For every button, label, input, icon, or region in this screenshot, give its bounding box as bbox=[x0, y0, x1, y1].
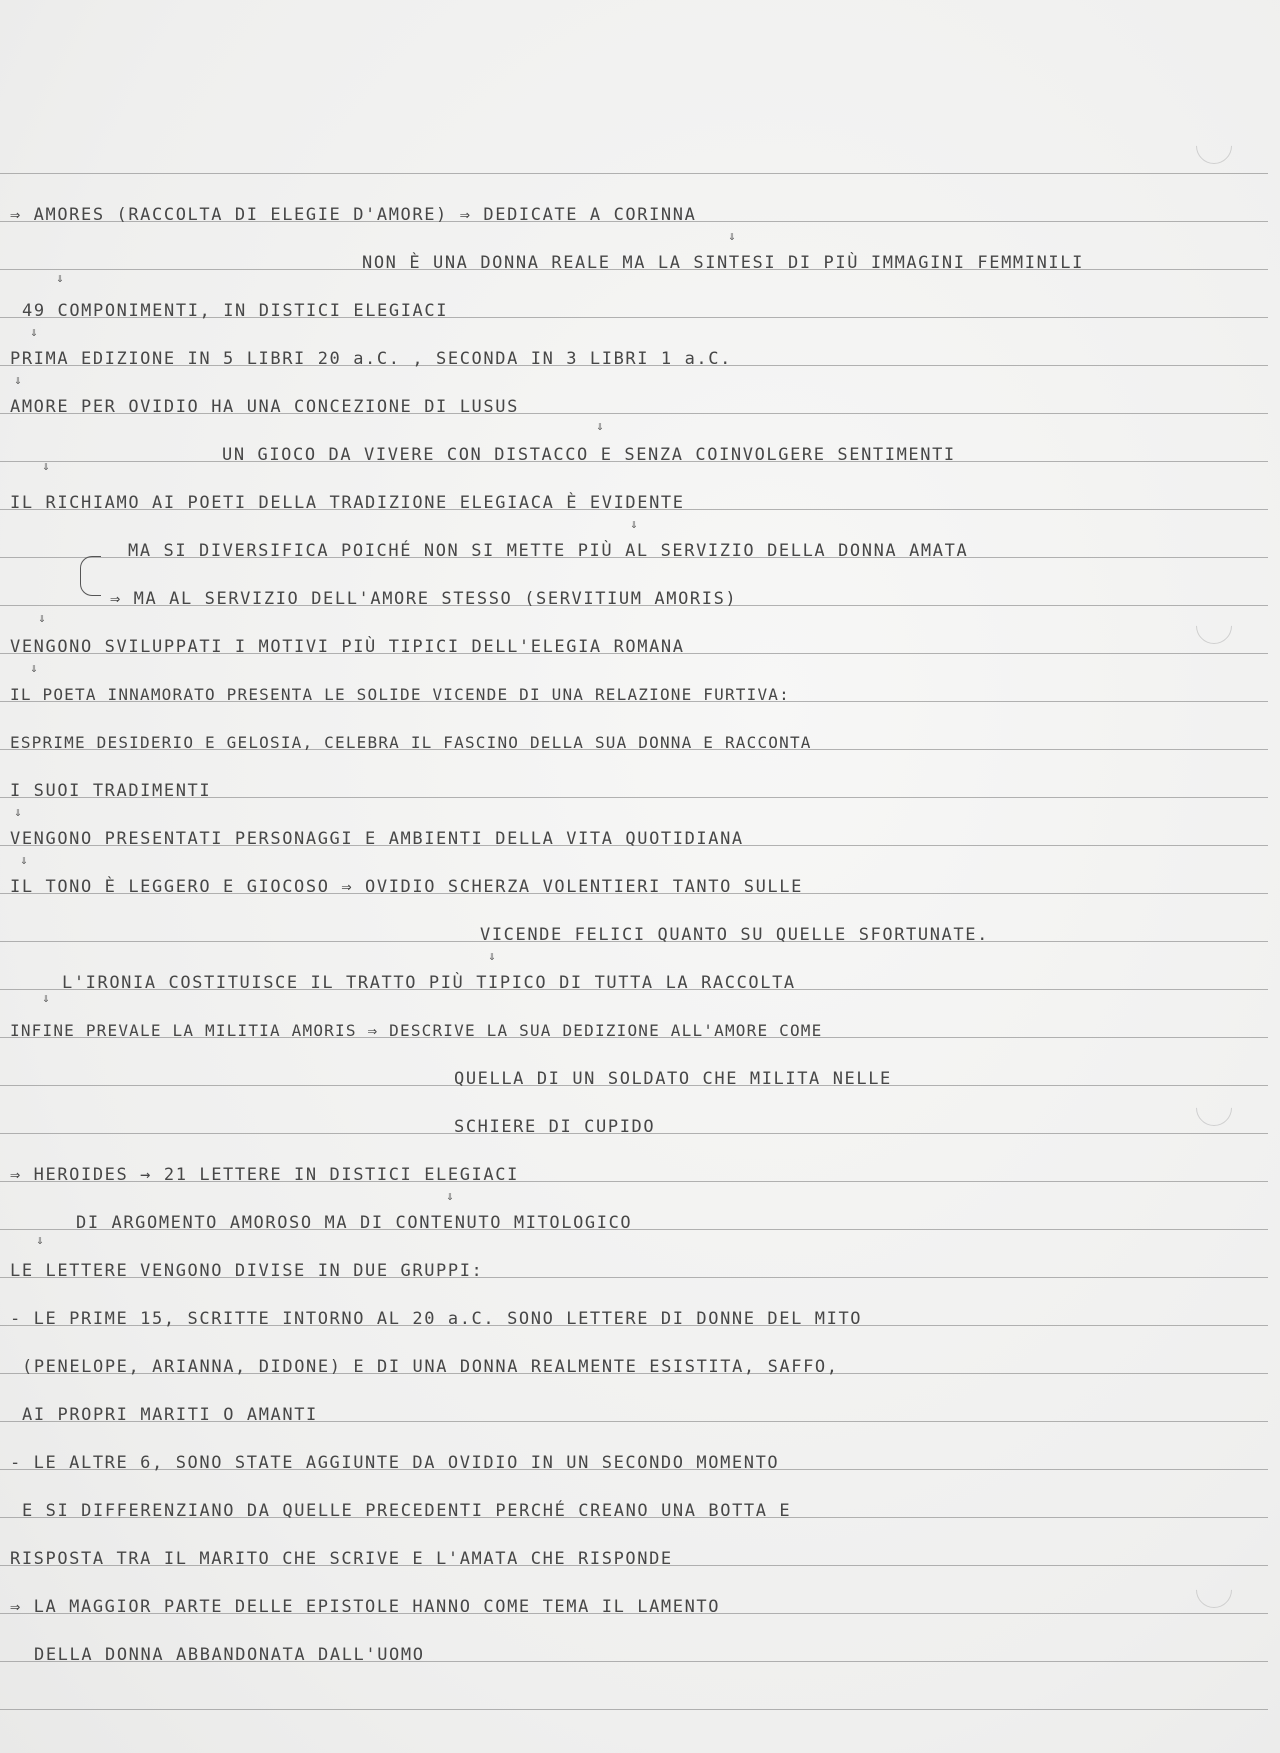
note-line: DI ARGOMENTO AMOROSO MA DI CONTENUTO MITOLOGICO bbox=[76, 1213, 633, 1233]
note-line: PRIMA EDIZIONE IN 5 LIBRI 20 a.C. , SECONDA IN 3 LIBRI 1 a.C. bbox=[10, 349, 732, 369]
note-line: E SI DIFFERENZIANO DA QUELLE PRECEDENTI PERCHÉ CREANO UNA BOTTA E bbox=[22, 1501, 792, 1521]
note-line: VENGONO PRESENTATI PERSONAGGI E AMBIENTI DELLA VITA QUOTIDIANA bbox=[10, 829, 744, 849]
note-line: ⇒ LA MAGGIOR PARTE DELLE EPISTOLE HANNO COME TEMA IL LAMENTO bbox=[10, 1597, 721, 1617]
note-line: I SUOI TRADIMENTI bbox=[10, 781, 212, 801]
note-line: IL RICHIAMO AI POETI DELLA TRADIZIONE ELEGIACA È EVIDENTE bbox=[10, 493, 685, 513]
note-line: AMORE PER OVIDIO HA UNA CONCEZIONE DI LUSUS bbox=[10, 397, 519, 417]
note-line: ⇒ AMORES (RACCOLTA DI ELEGIE D'AMORE) ⇒ DEDICATE A CORINNA bbox=[10, 205, 697, 225]
note-line: NON È UNA DONNA REALE MA LA SINTESI DI PIÙ IMMAGINI FEMMINILI bbox=[362, 253, 1084, 273]
note-line: LE LETTERE VENGONO DIVISE IN DUE GRUPPI: bbox=[10, 1261, 484, 1281]
note-line: VICENDE FELICI QUANTO SU QUELLE SFORTUNATE. bbox=[480, 925, 989, 945]
note-line: 49 COMPONIMENTI, IN DISTICI ELEGIACI bbox=[22, 301, 449, 321]
note-line: DELLA DONNA ABBANDONATA DALL'UOMO bbox=[34, 1645, 425, 1665]
note-line: (PENELOPE, ARIANNA, DIDONE) E DI UNA DONNA REALMENTE ESISTITA, SAFFO, bbox=[22, 1357, 839, 1377]
note-line: ESPRIME DESIDERIO E GELOSIA, CELEBRA IL FASCINO DELLA SUA DONNA E RACCONTA bbox=[10, 733, 812, 752]
down-arrow-icon: ⇓ bbox=[14, 373, 22, 388]
down-arrow-icon: ⇓ bbox=[630, 517, 638, 532]
down-arrow-icon: ⇓ bbox=[728, 229, 736, 244]
down-arrow-icon: ⇓ bbox=[446, 1189, 454, 1204]
note-line: AI PROPRI MARITI O AMANTI bbox=[22, 1405, 318, 1425]
down-arrow-icon: ⇓ bbox=[36, 1233, 44, 1248]
binder-hole bbox=[1189, 1083, 1240, 1134]
note-line: ⇒ MA AL SERVIZIO DELL'AMORE STESSO (SERVITIUM AMORIS) bbox=[110, 589, 738, 609]
note-line: SCHIERE DI CUPIDO bbox=[454, 1117, 656, 1137]
note-line: IL POETA INNAMORATO PRESENTA LE SOLIDE VICENDE DI UNA RELAZIONE FURTIVA: bbox=[10, 685, 790, 704]
down-arrow-icon: ⇓ bbox=[14, 805, 22, 820]
down-arrow-icon: ⇓ bbox=[38, 611, 46, 626]
curly-brace bbox=[80, 556, 101, 596]
note-line: L'IRONIA COSTITUISCE IL TRATTO PIÙ TIPICO DI TUTTA LA RACCOLTA bbox=[62, 973, 796, 993]
rule-line bbox=[0, 1709, 1268, 1710]
note-line: INFINE PREVALE LA MILITIA AMORIS ⇒ DESCRIVE LA SUA DEDIZIONE ALL'AMORE COME bbox=[10, 1021, 823, 1040]
note-line: IL TONO È LEGGERO E GIOCOSO ⇒ OVIDIO SCHERZA VOLENTIERI TANTO SULLE bbox=[10, 877, 803, 897]
down-arrow-icon: ⇓ bbox=[30, 325, 38, 340]
down-arrow-icon: ⇓ bbox=[56, 271, 64, 286]
rule-line bbox=[0, 173, 1268, 174]
note-line: UN GIOCO DA VIVERE CON DISTACCO E SENZA COINVOLGERE SENTIMENTI bbox=[222, 445, 956, 465]
down-arrow-icon: ⇓ bbox=[488, 949, 496, 964]
note-line: ⇒ HEROIDES → 21 LETTERE IN DISTICI ELEGIACI bbox=[10, 1165, 519, 1185]
down-arrow-icon: ⇓ bbox=[596, 419, 604, 434]
binder-hole bbox=[1189, 121, 1240, 172]
down-arrow-icon: ⇓ bbox=[30, 661, 38, 676]
down-arrow-icon: ⇓ bbox=[20, 853, 28, 868]
binder-hole bbox=[1189, 1565, 1240, 1616]
note-line: - LE PRIME 15, SCRITTE INTORNO AL 20 a.C. SONO LETTERE DI DONNE DEL MITO bbox=[10, 1309, 863, 1329]
down-arrow-icon: ⇓ bbox=[42, 459, 50, 474]
note-line: - LE ALTRE 6, SONO STATE AGGIUNTE DA OVIDIO IN UN SECONDO MOMENTO bbox=[10, 1453, 780, 1473]
note-line: RISPOSTA TRA IL MARITO CHE SCRIVE E L'AMATA CHE RISPONDE bbox=[10, 1549, 673, 1569]
binder-hole bbox=[1189, 601, 1240, 652]
down-arrow-icon: ⇓ bbox=[42, 991, 50, 1006]
note-line: MA SI DIVERSIFICA POICHÉ NON SI METTE PIÙ AL SERVIZIO DELLA DONNA AMATA bbox=[128, 541, 969, 561]
note-line: VENGONO SVILUPPATI I MOTIVI PIÙ TIPICI DELL'ELEGIA ROMANA bbox=[10, 637, 685, 657]
note-line: QUELLA DI UN SOLDATO CHE MILITA NELLE bbox=[454, 1069, 892, 1089]
